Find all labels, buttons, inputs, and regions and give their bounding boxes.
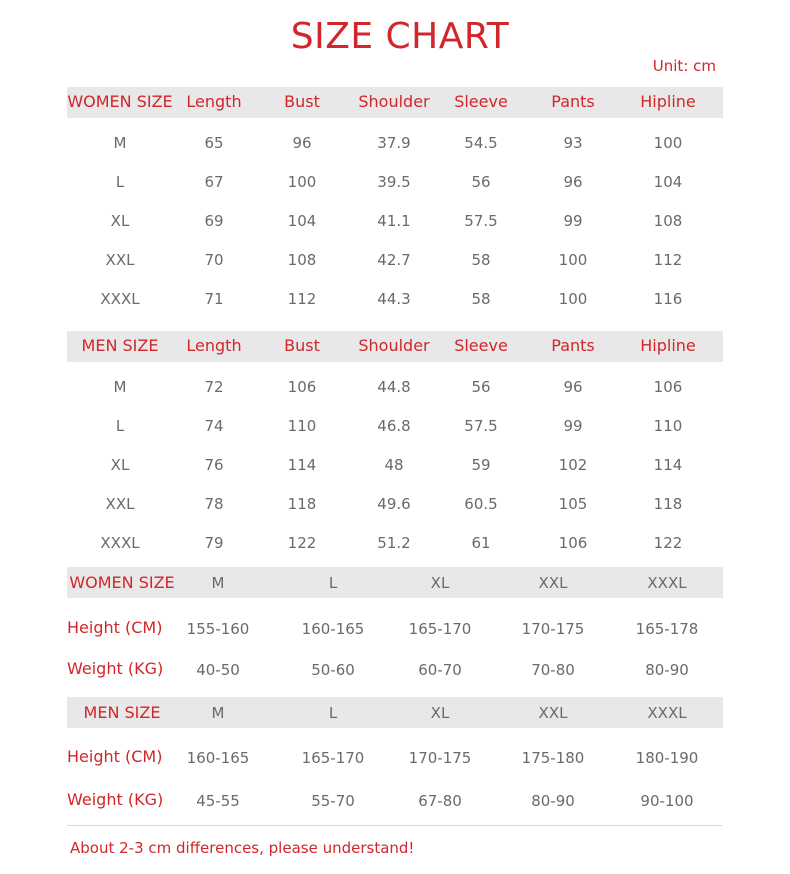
table-cell: 54.5 [464, 134, 498, 152]
table-cell: 61 [471, 534, 491, 552]
column-header: Sleeve [454, 92, 508, 111]
fit-header-size: M [211, 574, 225, 592]
size-label: M [113, 134, 127, 152]
fit-row-label: Weight (KG) [67, 659, 164, 678]
table-cell: 57.5 [464, 417, 498, 435]
fit-row-label: Height (CM) [67, 618, 163, 637]
column-header: Sleeve [454, 336, 508, 355]
size-label: M [113, 378, 127, 396]
table-cell: 65 [204, 134, 224, 152]
fit-cell: 60-70 [418, 661, 462, 679]
size-label: XXXL [100, 290, 140, 308]
table-cell: 99 [563, 417, 583, 435]
column-header: MEN SIZE [81, 336, 159, 355]
table-cell: 96 [563, 378, 583, 396]
fit-cell: 40-50 [196, 661, 240, 679]
table-cell: 51.2 [377, 534, 411, 552]
table-cell: 114 [653, 456, 683, 474]
fit-cell: 165-178 [635, 620, 699, 638]
table-cell: 49.6 [377, 495, 411, 513]
table-cell: 100 [558, 251, 588, 269]
fit-cell: 165-170 [301, 749, 365, 767]
table-cell: 112 [287, 290, 317, 308]
table-cell: 114 [287, 456, 317, 474]
fit-header-size: XL [430, 574, 450, 592]
fit-cell: 155-160 [186, 620, 250, 638]
table-cell: 116 [653, 290, 683, 308]
fit-header-size: XXXL [647, 574, 687, 592]
column-header: Length [186, 336, 242, 355]
fit-cell: 90-100 [640, 792, 694, 810]
fit-cell: 80-90 [531, 792, 575, 810]
fit-header-size: XXXL [647, 704, 687, 722]
fit-cell: 175-180 [521, 749, 585, 767]
fit-header-label: MEN SIZE [83, 703, 161, 722]
table-cell: 110 [653, 417, 683, 435]
table-cell: 100 [287, 173, 317, 191]
column-header: Shoulder [358, 92, 430, 111]
column-header: Bust [284, 92, 320, 111]
fit-cell: 160-165 [186, 749, 250, 767]
table-cell: 79 [204, 534, 224, 552]
column-header: Length [186, 92, 242, 111]
fit-header-bar [67, 697, 723, 728]
table-cell: 122 [653, 534, 683, 552]
fit-cell: 67-80 [418, 792, 462, 810]
fit-row-label: Weight (KG) [67, 790, 164, 809]
table-cell: 69 [204, 212, 224, 230]
table-cell: 104 [653, 173, 683, 191]
table-cell: 56 [471, 173, 491, 191]
table-cell: 100 [653, 134, 683, 152]
table-cell: 60.5 [464, 495, 498, 513]
table-cell: 102 [558, 456, 588, 474]
fit-header-size: XXL [538, 574, 568, 592]
table-cell: 71 [204, 290, 224, 308]
table-cell: 76 [204, 456, 224, 474]
table-cell: 72 [204, 378, 224, 396]
column-header: Hipline [640, 336, 696, 355]
table-cell: 70 [204, 251, 224, 269]
column-header: Shoulder [358, 336, 430, 355]
footer-note: About 2-3 cm differences, please understand! [70, 839, 415, 857]
table-cell: 118 [287, 495, 317, 513]
fit-header-size: M [211, 704, 225, 722]
size-label: XL [110, 456, 130, 474]
fit-header-label: WOMEN SIZE [69, 573, 175, 592]
fit-cell: 180-190 [635, 749, 699, 767]
fit-cell: 170-175 [521, 620, 585, 638]
table-cell: 96 [292, 134, 312, 152]
table-cell: 59 [471, 456, 491, 474]
table-cell: 105 [558, 495, 588, 513]
size-label: XXL [105, 495, 135, 513]
size-label: XXL [105, 251, 135, 269]
table-cell: 96 [563, 173, 583, 191]
fit-cell: 170-175 [408, 749, 472, 767]
table-cell: 100 [558, 290, 588, 308]
table-cell: 58 [471, 251, 491, 269]
table-cell: 44.3 [377, 290, 411, 308]
fit-header-size: XL [430, 704, 450, 722]
table-cell: 99 [563, 212, 583, 230]
table-cell: 57.5 [464, 212, 498, 230]
table-cell: 122 [287, 534, 317, 552]
table-cell: 42.7 [377, 251, 411, 269]
fit-cell: 50-60 [311, 661, 355, 679]
table-cell: 74 [204, 417, 224, 435]
size-label: XL [110, 212, 130, 230]
table-cell: 106 [558, 534, 588, 552]
column-header: WOMEN SIZE [67, 92, 173, 111]
table-cell: 108 [653, 212, 683, 230]
table-cell: 110 [287, 417, 317, 435]
table-cell: 37.9 [377, 134, 411, 152]
fit-cell: 45-55 [196, 792, 240, 810]
fit-header-size: L [328, 574, 338, 592]
table-cell: 67 [204, 173, 224, 191]
table-cell: 58 [471, 290, 491, 308]
table-cell: 39.5 [377, 173, 411, 191]
table-cell: 106 [287, 378, 317, 396]
table-cell: 93 [563, 134, 583, 152]
table-cell: 104 [287, 212, 317, 230]
table-cell: 106 [653, 378, 683, 396]
fit-cell: 70-80 [531, 661, 575, 679]
fit-header-size: XXL [538, 704, 568, 722]
size-label: L [115, 173, 125, 191]
column-header: Pants [551, 336, 595, 355]
table-cell: 48 [384, 456, 404, 474]
size-label: L [115, 417, 125, 435]
fit-row-label: Height (CM) [67, 747, 163, 766]
fit-header-size: L [328, 704, 338, 722]
table-cell: 108 [287, 251, 317, 269]
unit-label: Unit: cm [652, 57, 716, 75]
fit-cell: 160-165 [301, 620, 365, 638]
fit-cell: 165-170 [408, 620, 472, 638]
table-cell: 112 [653, 251, 683, 269]
fit-cell: 80-90 [645, 661, 689, 679]
page-title: SIZE CHART [290, 16, 510, 57]
table-cell: 44.8 [377, 378, 411, 396]
column-header: Pants [551, 92, 595, 111]
size-label: XXXL [100, 534, 140, 552]
fit-cell: 55-70 [311, 792, 355, 810]
table-cell: 56 [471, 378, 491, 396]
divider [67, 825, 722, 826]
table-cell: 118 [653, 495, 683, 513]
table-cell: 41.1 [377, 212, 411, 230]
column-header: Hipline [640, 92, 696, 111]
table-cell: 46.8 [377, 417, 411, 435]
column-header: Bust [284, 336, 320, 355]
table-cell: 78 [204, 495, 224, 513]
